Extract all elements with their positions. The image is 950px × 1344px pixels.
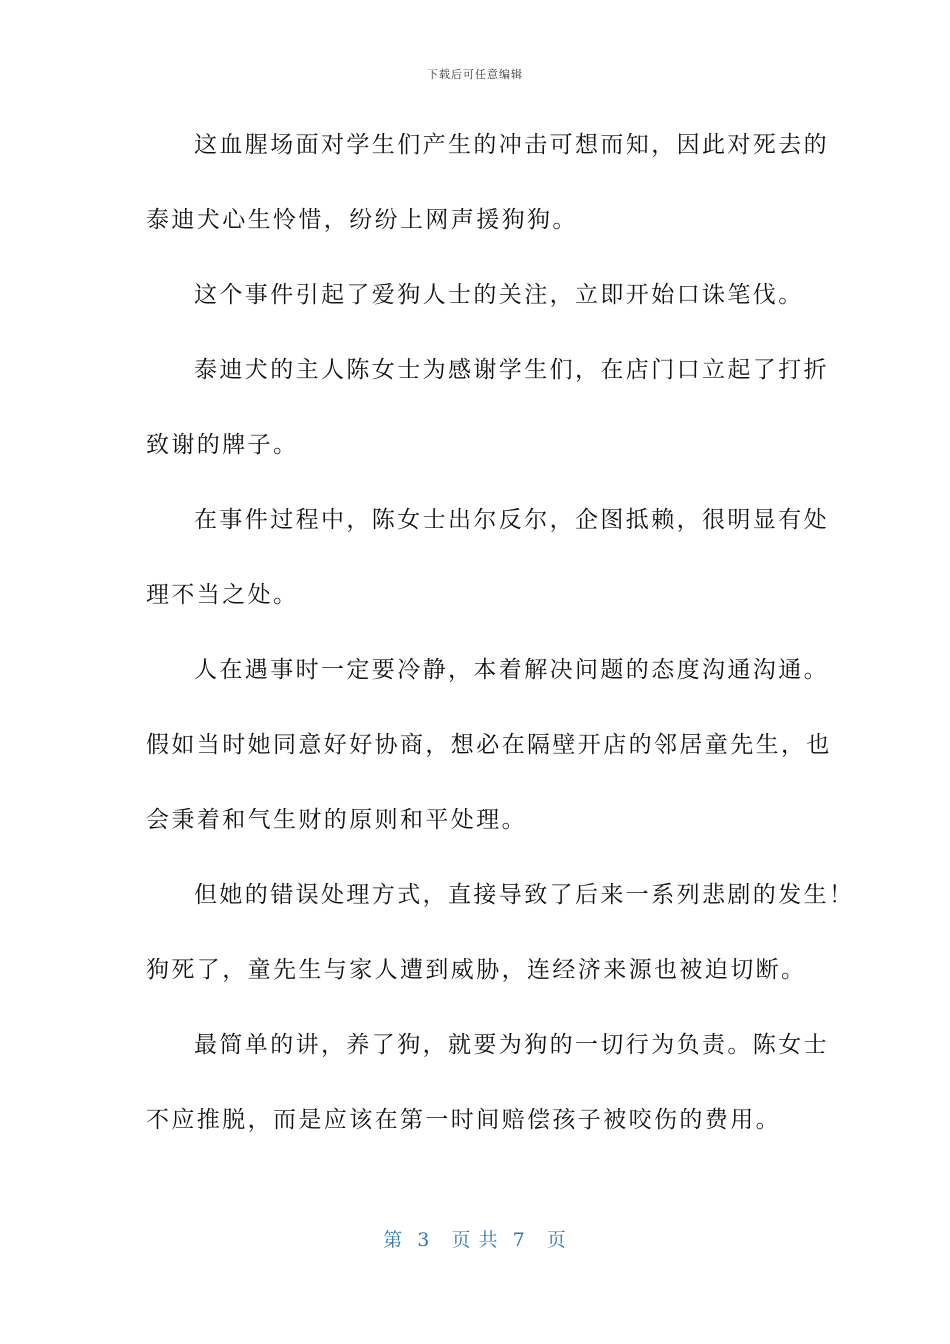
body-line: 会秉着和气生财的原则和平处理。 bbox=[146, 807, 527, 833]
body-line: 最简单的讲，养了狗，就要为狗的一切行为负责。陈女士 bbox=[194, 1032, 829, 1058]
body-line: 但她的错误处理方式，直接导致了后来一系列悲剧的发生！ bbox=[194, 882, 855, 908]
body-line: 这血腥场面对学生们产生的冲击可想而知，因此对死去的 bbox=[194, 132, 829, 158]
body-line: 致谢的牌子。 bbox=[146, 432, 299, 458]
body-line: 理不当之处。 bbox=[146, 582, 299, 608]
body-line: 泰迪犬心生怜惜，纷纷上网声援狗狗。 bbox=[146, 207, 578, 233]
body-line: 狗死了，童先生与家人遭到威胁，连经济来源也被迫切断。 bbox=[146, 957, 807, 983]
page-header: 下载后可任意编辑 bbox=[427, 68, 523, 81]
body-line: 假如当时她同意好好协商，想必在隔壁开店的邻居童先生，也 bbox=[146, 732, 832, 758]
body-line: 在事件过程中，陈女士出尔反尔，企图抵赖，很明显有处 bbox=[194, 507, 829, 533]
page-number-footer: 第 3 页 共 7 页 bbox=[383, 1229, 567, 1251]
body-line: 泰迪犬的主人陈女士为感谢学生们，在店门口立起了打折 bbox=[194, 357, 829, 383]
body-line: 不应推脱，而是应该在第一时间赔偿孩子被咬伤的费用。 bbox=[146, 1107, 781, 1133]
body-line: 人在遇事时一定要冷静，本着解决问题的态度沟通沟通。 bbox=[194, 657, 829, 683]
body-line: 这个事件引起了爱狗人士的关注，立即开始口诛笔伐。 bbox=[194, 282, 804, 308]
